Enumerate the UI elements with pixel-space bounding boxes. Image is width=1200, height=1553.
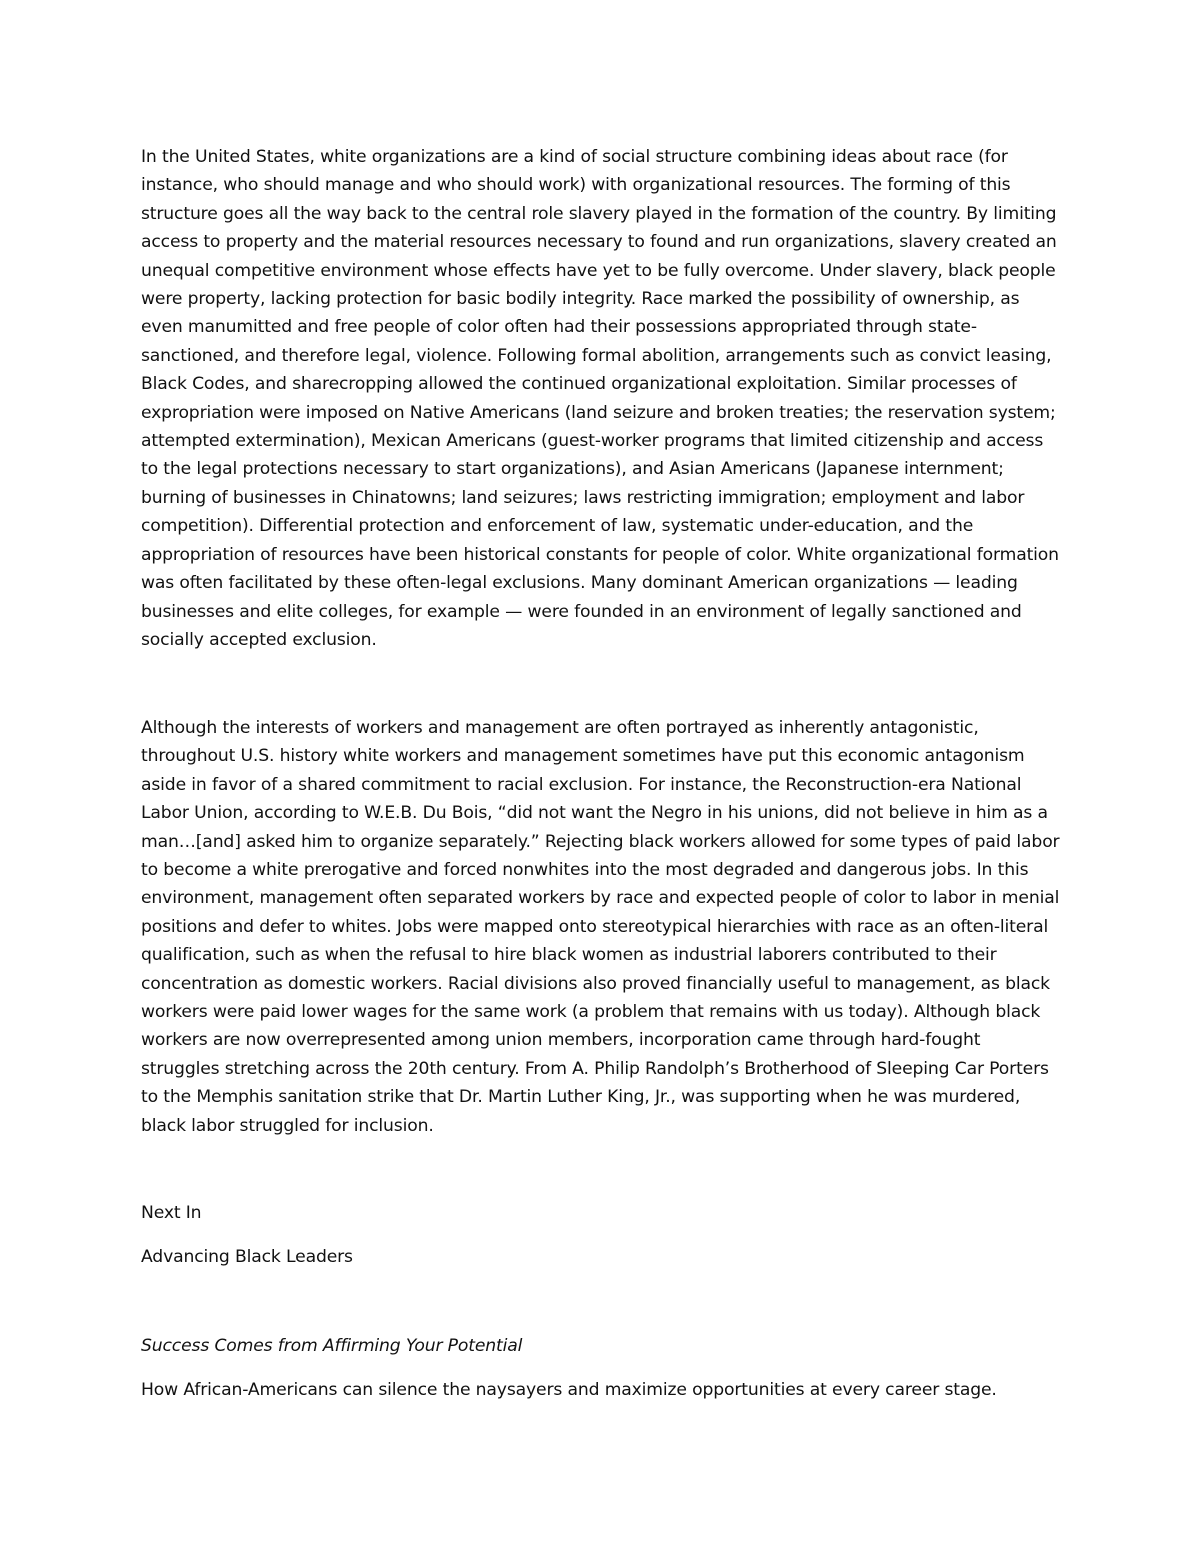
next-in-label: Next In: [141, 1203, 202, 1223]
related-article-description: How African-Americans can silence the naysayers and maximize opportunities at every career stage.: [141, 1380, 997, 1400]
body-paragraph-2: Although the interests of workers and management are often portrayed as inherently antagonistic, throughout U.S. history white workers and management sometimes have put this economic antagonism aside in favor of a shared commitment to racial exclusion. For instance, the Reconstruction-era National Labor Union, according to W.E.B. Du Bois, “did not want the Negro in his unions, did not believe in him as a man…[and] asked him to organize separately.” Rejecting black workers allowed for some types of paid labor to become a white prerogative and forced nonwhites into the most degraded and dangerous jobs. In this environment, management often separated workers by race and expected people of color to labor in menial positions and defer to whites. Jobs were mapped onto stereotypical hierarchies with race as an often-literal qualification, such as when the refusal to hire black women as industrial laborers contributed to their concentration as domestic workers. Racial divisions also proved financially useful to management, as black workers were paid lower wages for the same work (a problem that remains with us today). Although black workers are now overrepresented among union members, incorporation came through hard-fought struggles stretching across the 20th century. From A. Philip Randolph’s Brotherhood of Sleeping Car Porters to the Memphis sanitation strike that Dr. Martin Luther King, Jr., was supporting when he was murdered, black labor struggled for inclusion.: [141, 718, 1060, 1136]
body-paragraph-1: In the United States, white organizations are a kind of social structure combining ideas about race (for instance, who should manage and who should work) with organizational resources. The forming of this structure goes all the way back to the central role slavery played in the formation of the country. By limiting access to property and the material resources necessary to found and run organizations, slavery created an unequal competitive environment whose effects have yet to be fully overcome. Under slavery, black people were property, lacking protection for basic bodily integrity. Race marked the possibility of ownership, as even manumitted and free people of color often had their possessions appropriated through state-sanctioned, and therefore legal, violence. Following formal abolition, arrangements such as convict leasing, Black Codes, and sharecropping allowed the continued organizational exploitation. Similar processes of expropriation were imposed on Native Americans (land seizure and broken treaties; the reservation system; attempted extermination), Mexican Americans (guest-worker programs that limited citizenship and access to the legal protections necessary to start organizations), and Asian Americans (Japanese internment; burning of businesses in Chinatowns; land seizures; laws restricting immigration; employment and labor competition). Differential protection and enforcement of law, systematic under-education, and the appropriation of resources have been historical constants for people of color. White organizational formation was often facilitated by these often-legal exclusions. Many dominant American organizations — leading businesses and elite colleges, for example — were founded in an environment of legally sanctioned and socially accepted exclusion.: [141, 147, 1059, 650]
next-in-title: Advancing Black Leaders: [141, 1247, 353, 1267]
related-article-title: Success Comes from Affirming Your Potential: [141, 1336, 523, 1356]
